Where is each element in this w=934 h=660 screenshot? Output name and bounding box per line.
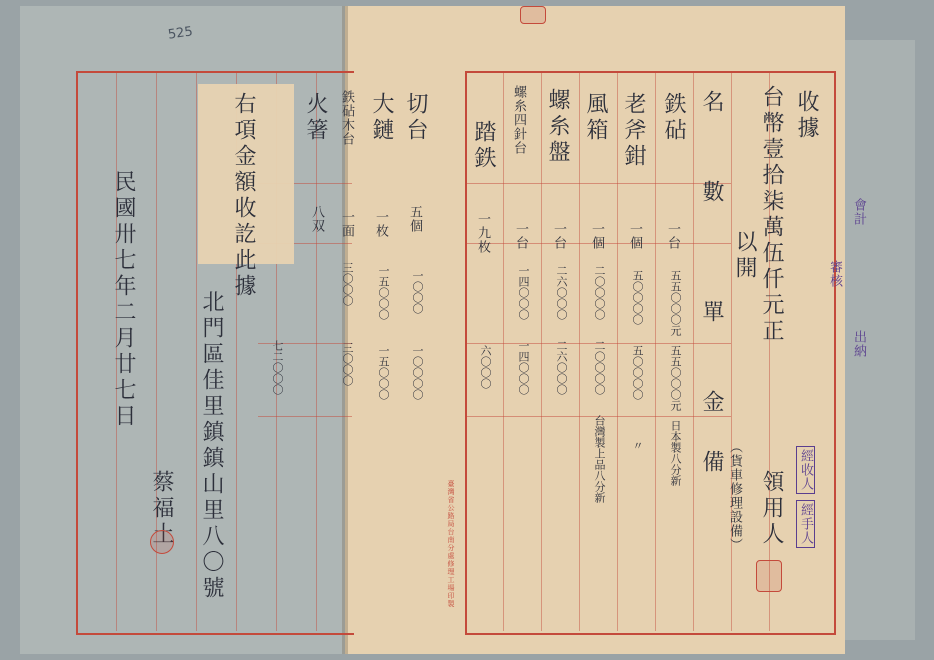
left-item-qty: 一面 — [339, 210, 354, 238]
item-qty: 一台 — [513, 222, 528, 250]
item-name: 老斧鉗 — [621, 92, 646, 170]
left-item-unit-price: 一〇〇〇 — [411, 270, 424, 314]
left-item-unit-price: 一五〇〇〇 — [377, 265, 390, 320]
handler2-mark: 經手人 — [796, 500, 815, 548]
item-unit-price: 五〇〇〇〇 — [631, 270, 644, 325]
left-item-qty: 八双 — [309, 205, 324, 233]
top-seal — [520, 6, 546, 24]
left-item-name: 大鏈 — [369, 92, 394, 144]
recipient-label: 領用人 — [759, 470, 784, 548]
item-amount: 一四〇〇〇 — [517, 340, 530, 395]
item-name: 風箱 — [583, 92, 608, 144]
printer-mark: 臺灣省公路局台南分處修理工場印製 — [447, 480, 455, 608]
left-item-qty: 五個 — [407, 205, 422, 233]
item-note: 台灣製上品八分新 — [593, 415, 606, 503]
pencil-number: 525 — [167, 24, 194, 43]
item-amount: 二六〇〇〇 — [555, 340, 568, 395]
item-name: 鉄砧 — [661, 92, 686, 144]
header-qty: 數 — [699, 180, 724, 206]
item-name: 螺糸四針台 — [511, 85, 526, 155]
item-qty: 一台 — [551, 222, 566, 250]
item-unit-price: 二六〇〇〇 — [555, 265, 568, 320]
cashier-mark: 出納 — [851, 330, 866, 358]
header-price: 單 — [699, 300, 724, 326]
item-qty: 一個 — [627, 222, 642, 250]
left-item-name: 火箸 — [303, 92, 328, 144]
accounting-mark: 會計 — [851, 198, 866, 226]
handler1-mark: 經收人 — [796, 446, 815, 494]
left-item-amount: 一五〇〇〇 — [377, 345, 390, 400]
address-line: 北門區佳里鎮鎮山里八〇號 — [199, 290, 224, 602]
header-note: 備 — [699, 450, 724, 476]
header-amount: 金 — [699, 390, 724, 416]
item-name: 踏鉄 — [471, 120, 496, 172]
item-amount: 五五〇〇〇元 — [669, 345, 682, 411]
left-item-name: 鉄砧木台 — [339, 90, 354, 146]
date-line: 民國卅七年二月廿七日 — [111, 170, 136, 430]
currency-line: 台幣壹拾柒萬伍仟元正 — [759, 85, 784, 345]
summary-line: 右項金額收訖此據 — [231, 92, 256, 300]
item-qty: 一九枚 — [475, 212, 490, 254]
left-item-amount: 三〇〇〇 — [341, 342, 354, 386]
item-note: 〃 — [631, 440, 644, 451]
signer-seal — [150, 530, 174, 554]
item-note: 日本製八分新 — [669, 420, 682, 486]
item-qty: 一個 — [589, 222, 604, 250]
item-amount: 六〇〇〇 — [479, 345, 492, 389]
note-in-parens: （貨車修理設備） — [727, 440, 742, 552]
receipt-title: 收據 — [794, 90, 819, 142]
left-item-qty: 一枚 — [373, 210, 388, 238]
left-item-unit-price: 三〇〇〇 — [341, 262, 354, 306]
signer-name: 蔡福土 — [149, 470, 174, 548]
left-item-name: 切台 — [403, 92, 428, 144]
item-unit-price: 一四〇〇〇 — [517, 265, 530, 320]
left-item-amount: 一〇〇〇〇 — [411, 345, 424, 400]
left-item-amount: 七二〇〇〇 — [271, 340, 284, 395]
reason-line: 以開 — [732, 230, 757, 282]
header-name: 名 — [699, 90, 724, 116]
item-amount: 五〇〇〇〇 — [631, 345, 644, 400]
recipient-seal — [756, 560, 782, 592]
item-amount: 二〇〇〇〇 — [593, 340, 606, 395]
item-name: 螺糸盤 — [545, 88, 570, 166]
item-unit-price: 二〇〇〇〇 — [593, 265, 606, 320]
item-qty: 一台 — [665, 222, 680, 250]
review-mark: 審核 — [827, 260, 842, 288]
item-unit-price: 五五〇〇〇元 — [669, 270, 682, 336]
